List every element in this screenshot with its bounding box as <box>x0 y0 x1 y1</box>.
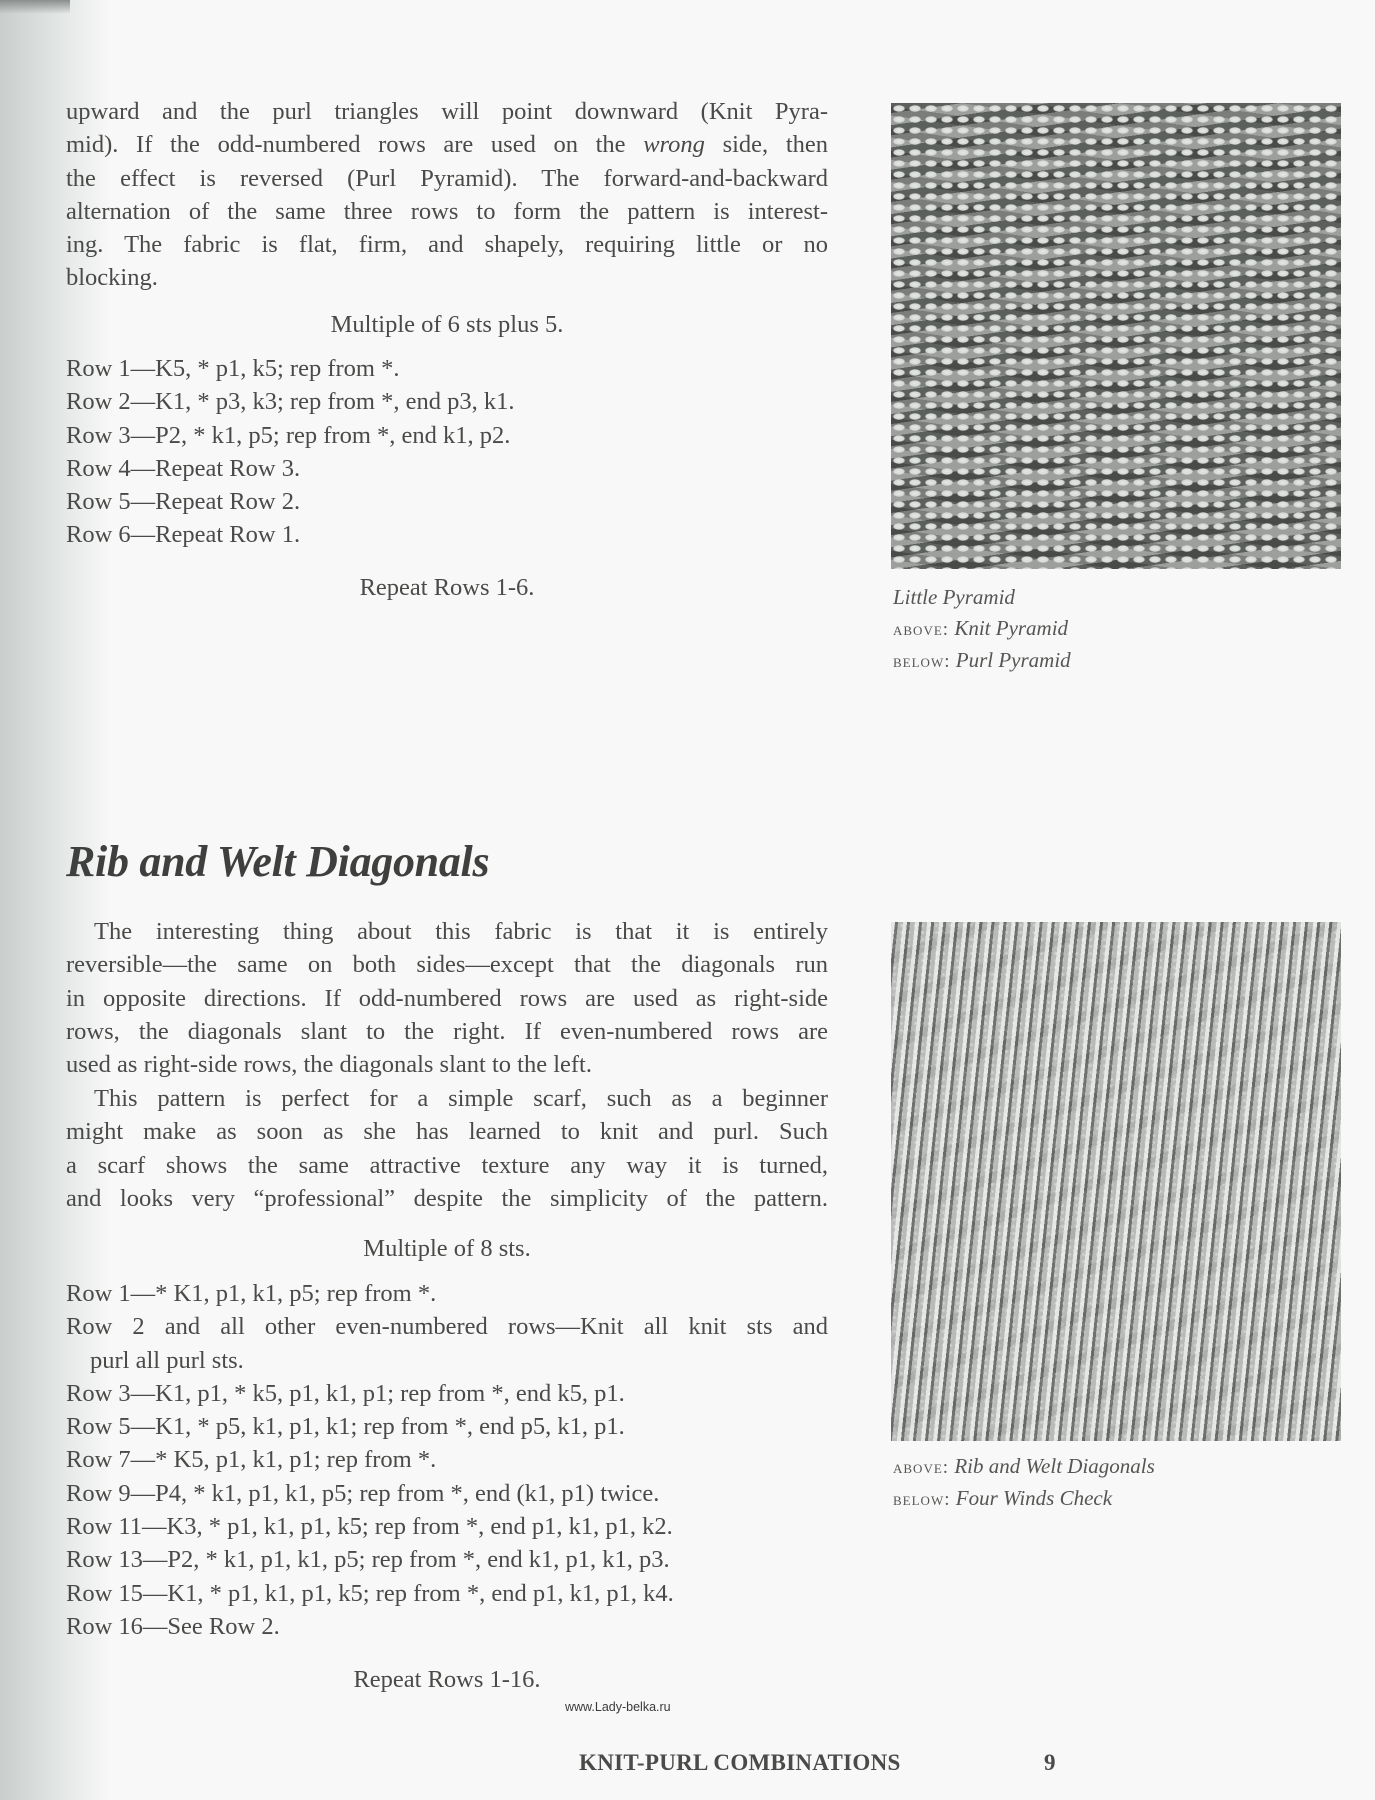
caption-value: Knit Pyramid <box>954 616 1069 640</box>
rib-welt-paragraph-1 <box>66 915 828 1081</box>
caption-label: above: <box>893 619 950 640</box>
text-line <box>66 128 828 161</box>
caption-below <box>893 645 1071 677</box>
pattern-row: Row 15—K1, * p1, k1, p1, k5; rep from *, end p1, k1, p1, k4. <box>66 1579 674 1607</box>
text-fragment: side, then <box>704 131 828 159</box>
text-fragment: mid). If the odd-numbered rows are used on the <box>66 131 644 159</box>
pattern-row: Row 6—Repeat Row 1. <box>66 521 301 549</box>
pattern-row: Row 5—K1, * p5, k1, p1, k1; rep from *, end p5, k1, p1. <box>66 1413 625 1441</box>
pattern-row: Row 2—K1, * p3, k3; rep from *, end p3, k1. <box>66 388 515 416</box>
pattern-row: Row 7—* K5, p1, k1, p1; rep from *. <box>66 1446 437 1474</box>
caption-label: below: <box>893 1489 951 1510</box>
text-line: and looks very “professional” despite the simplicity of the pattern. <box>66 1184 828 1212</box>
pattern-row: Row 2 and all other even-numbered rows—Knit all knit sts and <box>66 1313 828 1341</box>
caption-value: Purl Pyramid <box>955 648 1071 672</box>
rib-welt-rows <box>66 1277 828 1643</box>
emphasis-wrong: wrong <box>643 131 705 159</box>
page-number: 9 <box>1044 1750 1056 1775</box>
caption-title: Little Pyramid <box>893 585 1015 609</box>
pattern-row: Row 3—K1, p1, * k5, p1, k1, p1; rep from *, end k5, p1. <box>66 1379 625 1407</box>
rib-welt-swatch-photo <box>891 922 1341 1441</box>
little-pyramid-rows <box>66 352 828 552</box>
text-line: The interesting thing about this fabric is that it is entirely <box>94 918 828 945</box>
running-footer: KNIT-PURL COMBINATIONS <box>579 1750 901 1775</box>
rib-welt-multiple: Multiple of 8 sts. <box>363 1235 531 1262</box>
page-corner-shadow <box>0 0 70 14</box>
caption-above <box>893 1451 1155 1483</box>
text-line: might make as soon as she has learned to knit and purl. Such <box>66 1118 828 1146</box>
text-line: blocking. <box>66 264 158 292</box>
text-line: reversible—the same on both sides—except that the diagonals run <box>66 951 828 979</box>
little-pyramid-caption <box>893 582 1071 677</box>
caption-value: Four Winds Check <box>955 1486 1113 1510</box>
pattern-row: Row 1—K5, * p1, k5; rep from *. <box>66 355 400 382</box>
caption-label: below: <box>893 651 951 672</box>
text-line: upward and the purl triangles will point downward (Knit Pyra- <box>66 98 828 125</box>
rib-welt-caption <box>893 1451 1155 1515</box>
little-pyramid-swatch-photo <box>891 103 1341 569</box>
text-line: the effect is reversed (Purl Pyramid). The forward-and-backward <box>66 164 828 192</box>
pattern-row: Row 5—Repeat Row 2. <box>66 488 301 516</box>
pattern-row: Row 4—Repeat Row 3. <box>66 454 301 482</box>
pattern-row: Row 3—P2, * k1, p5; rep from *, end k1, p2. <box>66 421 511 449</box>
text-line: a scarf shows the same attractive texture any way it is turned, <box>66 1151 828 1179</box>
rib-welt-paragraph-2 <box>66 1082 828 1215</box>
pattern-row: Row 1—* K1, p1, k1, p5; rep from *. <box>66 1280 437 1307</box>
text-line: rows, the diagonals slant to the right. If even-numbered rows are <box>66 1017 828 1045</box>
text-line: in opposite directions. If odd-numbered rows are used as right-side <box>66 984 828 1012</box>
watermark-link: www.Lady-belka.ru <box>565 1700 671 1714</box>
pattern-row: Row 16—See Row 2. <box>66 1612 280 1640</box>
pattern-row: Row 9—P4, * k1, p1, k1, p5; rep from *, end (k1, p1) twice. <box>66 1479 660 1507</box>
caption-below <box>893 1483 1155 1515</box>
little-pyramid-intro <box>66 95 828 295</box>
section-title: Rib and Welt Diagonals <box>66 837 490 886</box>
caption-label: above: <box>893 1457 950 1478</box>
rib-welt-repeat: Repeat Rows 1-16. <box>353 1666 541 1693</box>
pattern-row: Row 11—K3, * p1, k1, p1, k5; rep from *, end p1, k1, p1, k2. <box>66 1513 673 1541</box>
pattern-row: Row 13—P2, * k1, p1, k1, p5; rep from *, end k1, p1, k1, p3. <box>66 1546 670 1574</box>
little-pyramid-multiple: Multiple of 6 sts plus 5. <box>330 311 564 338</box>
text-line: ing. The fabric is flat, firm, and shapely, requiring little or no <box>66 231 828 259</box>
text-line: used as right-side rows, the diagonals slant to the left. <box>66 1051 592 1079</box>
text-line: alternation of the same three rows to form the pattern is interest- <box>66 197 828 225</box>
caption-above <box>893 613 1071 645</box>
pattern-row-continuation: purl all purl sts. <box>90 1346 244 1374</box>
little-pyramid-repeat: Repeat Rows 1-6. <box>359 574 535 601</box>
text-line: This pattern is perfect for a simple scarf, such as a beginner <box>94 1085 828 1112</box>
caption-value: Rib and Welt Diagonals <box>954 1454 1155 1478</box>
